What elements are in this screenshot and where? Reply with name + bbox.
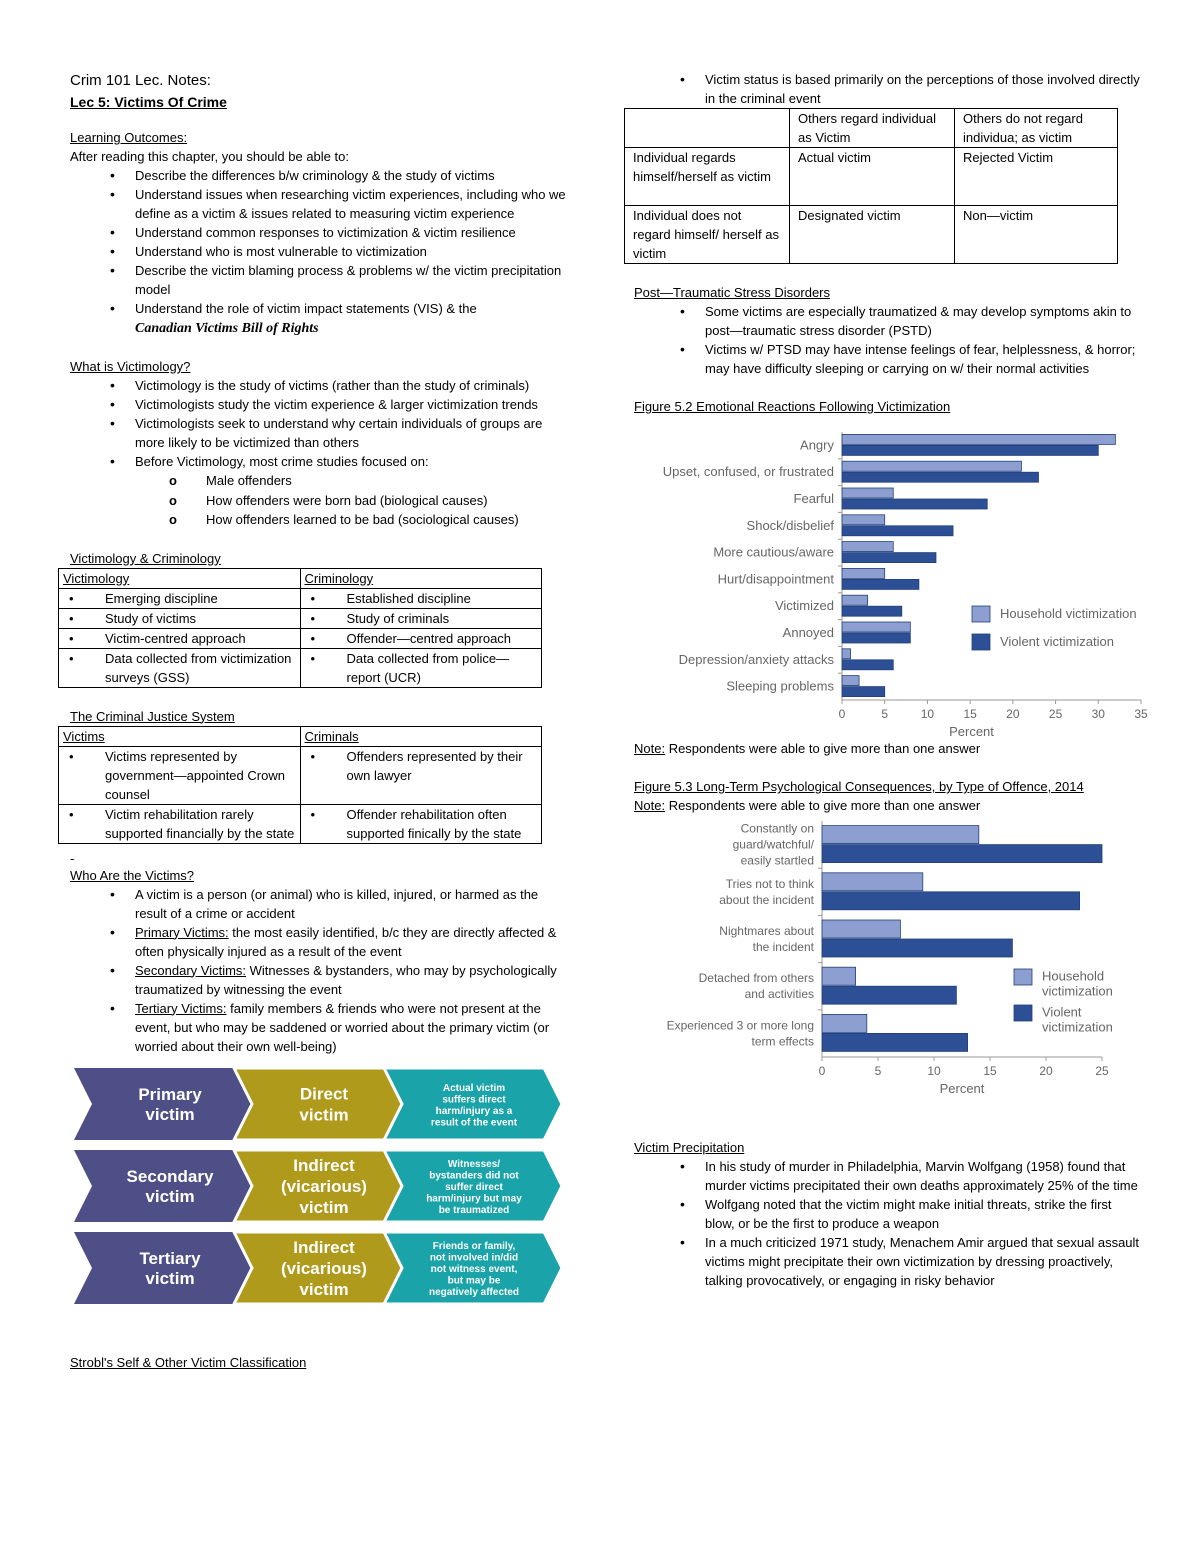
category-label-line: Sleeping problems xyxy=(726,678,834,694)
cell-text: • Established discipline xyxy=(305,589,538,608)
x-tick-label: 5 xyxy=(874,1064,882,1078)
x-tick-label: 0 xyxy=(838,707,846,721)
category-label-line: Constantly on xyxy=(740,821,814,836)
x-tick-label: 15 xyxy=(983,1064,997,1078)
bar xyxy=(842,595,868,605)
bar xyxy=(842,568,885,578)
legend-label xyxy=(1000,634,1114,649)
bar xyxy=(822,1033,968,1051)
table-header: Victims xyxy=(59,726,301,746)
victim-type-label-line: Primary xyxy=(138,1084,202,1104)
victimology-heading: What is Victimology? xyxy=(70,359,191,374)
victim-category-label-line: Indirect xyxy=(293,1237,355,1257)
table-cell xyxy=(59,804,301,843)
cell-text: • Offender rehabilitation often supported finically by the state xyxy=(305,805,538,843)
category-label xyxy=(726,679,834,694)
table-header: Criminology xyxy=(300,568,542,588)
term-label: Tertiary Victims: xyxy=(135,1000,227,1016)
bar xyxy=(842,461,1021,471)
table-row xyxy=(59,568,542,588)
bar xyxy=(842,633,910,643)
x-axis-label: Percent xyxy=(949,724,994,739)
table-cell: Individual regards himself/herself as victim xyxy=(625,148,790,206)
legend-swatch xyxy=(1014,969,1032,985)
category-label xyxy=(783,625,834,640)
right-column xyxy=(633,70,1148,1290)
x-tick-label: 10 xyxy=(920,707,935,721)
table-row xyxy=(625,109,1118,148)
victim-description-label xyxy=(429,1241,519,1298)
victim-category-label-line: victim xyxy=(299,1105,349,1124)
note-text: Respondents were able to give more than one answer xyxy=(665,741,981,756)
category-label xyxy=(747,518,835,533)
bar xyxy=(842,649,851,659)
category-label-line: term effects xyxy=(751,1034,814,1049)
strobl-bullet-list xyxy=(634,70,1144,108)
legend-label xyxy=(1000,606,1137,621)
bar xyxy=(842,472,1038,482)
category-label xyxy=(718,571,835,586)
bar xyxy=(842,542,893,552)
table-cell: Actual victim xyxy=(790,148,955,206)
note-label: Note: xyxy=(634,798,666,813)
cell-text: • Victims represented by government—appointed Crown counsel xyxy=(63,747,296,804)
sub-item: o How offenders were born bad (biological causes) xyxy=(64,491,570,511)
table-cell xyxy=(59,588,301,608)
list-item: • Victimologists study the victim experience & larger victimization trends xyxy=(64,395,570,414)
category-label xyxy=(719,877,815,907)
victim-description-label-line: bystanders did not xyxy=(429,1170,519,1181)
list-item: • Some victims are especially traumatized & may develop symptoms akin to post—traumatic stress disorder (PSTD) xyxy=(634,302,1144,340)
victim-description-label-line: result of the event xyxy=(430,1116,518,1128)
victim-description-label-line: Witnesses/ xyxy=(447,1158,501,1170)
table-row xyxy=(625,148,1118,206)
bar xyxy=(822,920,900,938)
victim-description-label-line: not involved in/did xyxy=(429,1252,519,1263)
bar xyxy=(842,579,919,589)
bar xyxy=(822,873,923,891)
cell-text: • Data collected from victimization surveys (GSS) xyxy=(63,649,296,687)
table-cell xyxy=(59,648,301,687)
victim-description-label-line: not witness event, xyxy=(430,1263,518,1275)
cell-text: • Victim rehabilitation rarely supported financially by the state xyxy=(63,805,296,843)
table-header: Others regard individual as Victim xyxy=(790,109,955,148)
bar xyxy=(822,1014,867,1032)
emotional-reactions-chart xyxy=(626,416,1148,739)
victim-type-chevron xyxy=(74,1150,254,1222)
category-label-line: about the incident xyxy=(719,892,814,907)
table-cell xyxy=(59,746,301,804)
table-cell xyxy=(300,608,542,628)
victim-category-label-line: (vicarious) xyxy=(281,1258,367,1278)
bar xyxy=(822,892,1080,910)
doc-title: Crim 101 Lec. Notes: xyxy=(70,72,211,89)
criminal-justice-table xyxy=(58,726,542,844)
victim-category-label-line: victim xyxy=(299,1279,349,1299)
term-label: Primary Victims: xyxy=(135,924,229,940)
figure-5-3-note xyxy=(634,796,1144,815)
list-item: • In a much criticized 1971 study, Menachem Amir argued that sexual assault victims might precipitate their own victimization by dressing proactively, talking provocatively, or engaging in risky behavior xyxy=(634,1233,1144,1290)
legend-label-line: Household victimization xyxy=(1000,606,1137,621)
charter-name: Canadian Victims Bill of Rights xyxy=(135,321,319,336)
strobl-table xyxy=(624,108,1118,264)
category-label xyxy=(699,971,814,1001)
table-row xyxy=(59,746,542,804)
table-header: Criminals xyxy=(300,726,542,746)
bar xyxy=(842,553,936,563)
x-tick-label: 15 xyxy=(963,707,977,721)
table-cell xyxy=(300,746,542,804)
legend-label xyxy=(1042,1005,1113,1035)
table-cell xyxy=(300,588,542,608)
victim-description-label-line: be traumatized xyxy=(438,1204,510,1216)
victim-type-row xyxy=(74,1232,562,1304)
list-item: • Understand common responses to victimization & victim resilience xyxy=(64,223,570,242)
list-item-text: Understand the role of victim impact statements (VIS) & the xyxy=(135,301,477,316)
table-row xyxy=(59,726,542,746)
table-row xyxy=(59,608,542,628)
victim-category-chevron xyxy=(234,1068,404,1140)
category-label-line: guard/watchful/ xyxy=(732,837,814,852)
list-item: • A victim is a person (or animal) who is killed, injured, or harmed as the result of a crime or accident xyxy=(64,885,570,923)
vc-table-heading: Victimology & Criminology xyxy=(70,550,221,566)
legend-label-line: Household xyxy=(1042,968,1105,984)
x-tick-label: 5 xyxy=(881,707,889,721)
cell-text: • Victim-centred approach xyxy=(63,629,296,648)
table-cell xyxy=(59,608,301,628)
victim-description-label-line: suffer direct xyxy=(445,1181,503,1193)
legend-swatch xyxy=(972,606,990,622)
bar xyxy=(822,967,856,985)
legend-label-line: victimization xyxy=(1042,1019,1113,1035)
bar xyxy=(842,687,885,697)
victim-description-label-line: Friends or family, xyxy=(432,1240,516,1252)
list-item xyxy=(64,999,570,1056)
bar xyxy=(822,939,1012,957)
category-label xyxy=(713,545,834,560)
category-label xyxy=(794,491,835,506)
term-label: Secondary Victims: xyxy=(135,962,247,978)
list-item: • Before Victimology, most crime studies focused on: xyxy=(64,452,570,471)
bar xyxy=(822,845,1102,863)
category-label xyxy=(679,652,835,667)
long-term-consequences-chart xyxy=(626,815,1146,1105)
note-text: Respondents were able to give more than one answer xyxy=(665,798,981,813)
victim-description-label xyxy=(431,1082,518,1128)
cell-text: • Offender—centred approach xyxy=(305,629,538,648)
victim-type-label-line: Tertiary xyxy=(139,1248,201,1268)
list-item xyxy=(64,961,570,999)
x-tick-label: 25 xyxy=(1048,707,1063,721)
table-header: Others do not regard individua; as victim xyxy=(955,109,1118,148)
legend-swatch xyxy=(972,634,990,650)
list-item: • Understand issues when researching victim experiences, including who we define as a victim & issues related to measuring victim experience xyxy=(64,185,570,223)
ptsd-list xyxy=(634,302,1144,378)
category-label-line: Victimized xyxy=(774,598,834,614)
x-tick-label: 30 xyxy=(1091,707,1105,721)
bar xyxy=(842,499,987,509)
victim-description-label-line: but may be xyxy=(447,1275,501,1286)
x-tick-label: 0 xyxy=(818,1064,826,1078)
x-tick-label: 25 xyxy=(1095,1064,1109,1078)
table-cell: Individual does not regard himself/ herself as victim xyxy=(625,206,790,264)
victim-description-label-line: harm/injury as a xyxy=(435,1105,513,1117)
victim-type-chevron xyxy=(74,1232,254,1304)
x-tick-label: 10 xyxy=(927,1064,941,1078)
victim-type-label-line: victim xyxy=(145,1104,195,1124)
victimology-criminology-table xyxy=(58,568,542,688)
victim-category-label-line: Direct xyxy=(299,1084,349,1103)
category-label-line: Angry xyxy=(800,437,834,453)
category-label-line: Nightmares about xyxy=(719,924,814,938)
category-label-line: Hurt/disappointment xyxy=(717,571,834,587)
category-label-line: Fearful xyxy=(793,491,834,506)
table-row xyxy=(59,588,542,608)
x-tick-label: 20 xyxy=(1039,1064,1053,1078)
sub-item: o Male offenders xyxy=(64,471,570,491)
bar xyxy=(842,515,885,525)
victim-type-row xyxy=(74,1150,562,1222)
legend-label-line: victimization xyxy=(1042,983,1113,999)
category-label xyxy=(667,1018,814,1048)
cjs-table-heading: The Criminal Justice System xyxy=(70,708,235,724)
category-label xyxy=(663,464,834,479)
term-text: family members & friends who were not present at the event, but who may be saddened or worried about the primary victim (or worried about their own well-being) xyxy=(135,1000,550,1054)
bar xyxy=(822,986,956,1004)
cell-text: • Study of victims xyxy=(63,609,296,628)
precipitation-list xyxy=(634,1157,1144,1290)
table-cell xyxy=(300,648,542,687)
category-label xyxy=(733,822,815,868)
cell-text: • Offenders represented by their own lawyer xyxy=(305,747,538,785)
victimology-list xyxy=(64,376,570,530)
category-label-line: Experienced 3 or more long xyxy=(666,1018,814,1033)
bar xyxy=(842,606,902,616)
learning-intro: After reading this chapter, you should be able to: xyxy=(70,149,349,164)
figure-5-3-heading: Figure 5.3 Long-Term Psychological Consequences, by Type of Offence, 2014 xyxy=(634,779,1084,794)
table-row xyxy=(625,206,1118,264)
list-item: • Victimology is the study of victims (rather than the study of criminals) xyxy=(64,376,570,395)
table-row xyxy=(59,628,542,648)
category-label-line: Shock/disbelief xyxy=(746,517,834,533)
bar xyxy=(842,434,1115,444)
list-item xyxy=(64,923,570,961)
legend-label xyxy=(1042,969,1113,999)
bar xyxy=(822,826,979,844)
note-label: Note: xyxy=(634,741,666,756)
list-item: • Victim status is based primarily on the perceptions of those involved directly in the criminal event xyxy=(634,70,1144,108)
dash-mark: - xyxy=(70,850,75,866)
who-list xyxy=(64,885,570,1056)
victim-category-label-line: victim xyxy=(299,1197,349,1217)
victim-type-row xyxy=(74,1068,562,1140)
list-item xyxy=(64,299,570,338)
category-label-line: easily startled xyxy=(740,853,814,868)
list-item: • Victims w/ PTSD may have intense feelings of fear, helplessness, & horror; may have difficulty sleeping or carrying on w/ their normal activities xyxy=(634,340,1144,378)
legend-swatch xyxy=(1014,1005,1032,1021)
term-text: Witnesses & bystanders, who may by psychologically traumatized by witnessing the event xyxy=(135,962,557,997)
list-item: • Describe the victim blaming process & problems w/ the victim precipitation model xyxy=(64,261,570,299)
category-label-line: the incident xyxy=(752,940,814,954)
victim-category-label-line: Indirect xyxy=(293,1155,355,1175)
table-cell xyxy=(625,109,790,148)
victim-category-label-line: (vicarious) xyxy=(281,1176,367,1196)
victim-type-label-line: Secondary xyxy=(126,1166,214,1186)
cell-text: • Study of criminals xyxy=(305,609,538,628)
victim-type-chevron xyxy=(74,1068,254,1140)
table-cell xyxy=(59,628,301,648)
victim-description-label-line: negatively affected xyxy=(428,1286,520,1298)
bar xyxy=(842,676,859,686)
category-label-line: More cautious/aware xyxy=(713,544,834,560)
victim-type-label xyxy=(138,1085,202,1124)
list-item: • Victimologists seek to understand why certain individuals of groups are more likely to be victimized than others xyxy=(64,414,570,452)
table-row xyxy=(59,648,542,687)
category-label xyxy=(719,924,814,954)
category-label-line: Tries not to think xyxy=(725,876,814,891)
victim-description-label-line: suffers direct xyxy=(442,1093,506,1105)
list-item: • Understand who is most vulnerable to victimization xyxy=(64,242,570,261)
x-tick-label: 20 xyxy=(1006,707,1020,721)
figure-5-2-note xyxy=(634,739,1144,758)
victim-description-label-line: Actual victim xyxy=(442,1082,506,1094)
table-row xyxy=(59,804,542,843)
cell-text: • Data collected from police—report (UCR) xyxy=(305,649,538,687)
ptsd-heading: Post—Traumatic Stress Disorders xyxy=(634,285,831,300)
legend-label-line: Violent victimization xyxy=(1000,634,1114,649)
lecture-title: Lec 5: Victims Of Crime xyxy=(70,94,227,110)
bar xyxy=(842,622,910,632)
learning-list xyxy=(64,166,570,338)
category-label-line: Upset, confused, or frustrated xyxy=(662,464,834,480)
category-label xyxy=(800,437,834,452)
list-item: • Wolfgang noted that the victim might make initial threats, strike the first blow, or be the first to produce a weapon xyxy=(634,1195,1144,1233)
victim-types-diagram xyxy=(74,1068,574,1316)
bar xyxy=(842,488,893,498)
legend-label-line: Violent xyxy=(1042,1004,1082,1020)
category-label-line: and activities xyxy=(744,987,814,1002)
who-heading: Who Are the Victims? xyxy=(70,867,195,883)
victim-type-label xyxy=(139,1249,201,1288)
table-cell: Non—victim xyxy=(955,206,1118,264)
learning-outcomes-heading: Learning Outcomes: xyxy=(70,130,188,145)
victim-type-label-line: victim xyxy=(145,1186,195,1206)
table-cell: Rejected Victim xyxy=(955,148,1118,206)
victim-type-label-line: victim xyxy=(145,1268,195,1288)
figure-5-2-heading: Figure 5.2 Emotional Reactions Following Victimization xyxy=(634,399,951,414)
precipitation-heading: Victim Precipitation xyxy=(634,1140,745,1155)
table-cell xyxy=(300,628,542,648)
category-label-line: Annoyed xyxy=(782,625,834,640)
cell-text: • Emerging discipline xyxy=(63,589,296,608)
strobl-heading: Strobl's Self & Other Victim Classification xyxy=(70,1354,307,1370)
bar xyxy=(842,660,893,670)
category-label-line: Depression/anxiety attacks xyxy=(678,651,834,667)
victim-description-label-line: harm/injury but may xyxy=(426,1193,522,1204)
x-axis-label: Percent xyxy=(939,1081,985,1096)
x-tick-label: 35 xyxy=(1134,707,1148,721)
list-item: • In his study of murder in Philadelphia, Marvin Wolfgang (1958) found that murder victims precipitated their own deaths approximately 25% of the time xyxy=(634,1157,1144,1195)
bar xyxy=(842,526,953,536)
category-label xyxy=(775,598,834,613)
term-text: the most easily identified, b/c they are directly affected & often physically injured as a result of the event xyxy=(135,924,557,959)
sub-item: o How offenders learned to be bad (sociological causes) xyxy=(64,510,570,530)
category-label-line: Detached from others xyxy=(698,971,814,986)
bar xyxy=(842,445,1098,455)
table-header: Victimology xyxy=(59,568,301,588)
table-cell xyxy=(300,804,542,843)
left-column xyxy=(63,70,570,1372)
table-cell: Designated victim xyxy=(790,206,955,264)
list-item: • Describe the differences b/w criminology & the study of victims xyxy=(64,166,570,185)
